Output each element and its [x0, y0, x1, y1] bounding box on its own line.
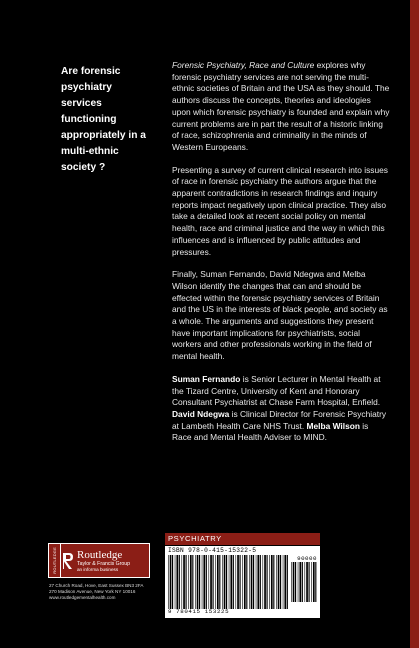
isbn-label: ISBN 978-0-415-15322-5 — [168, 547, 257, 554]
barcode-stripe — [209, 555, 210, 609]
barcode-stripe — [242, 555, 243, 609]
barcode-stripe — [287, 555, 288, 609]
barcode-stripe — [271, 555, 273, 609]
barcode-bars — [168, 555, 288, 609]
barcode-stripe — [263, 555, 264, 609]
barcode-stripe — [284, 555, 286, 609]
barcode-stripe — [217, 555, 219, 609]
barcode-stripe — [311, 562, 312, 602]
publisher-badge — [49, 544, 61, 577]
price-code: 90000 — [297, 555, 317, 562]
barcode-stripe — [309, 562, 310, 602]
barcode-stripe — [251, 555, 253, 609]
barcode-stripe — [283, 555, 284, 609]
barcode-stripe — [183, 555, 185, 609]
barcode-stripe — [315, 562, 316, 602]
author-name-3: Melba Wilson — [306, 420, 360, 431]
publisher-group: Taylor & Francis Group — [77, 560, 131, 567]
publisher-address — [49, 583, 169, 602]
barcode-stripe — [256, 555, 257, 609]
barcode-stripe — [313, 562, 315, 602]
author-bio-2: is Clinical Director for Forensic Psychiatry at Lambeth Health Care NHS Trust. — [172, 408, 387, 431]
spine-edge — [410, 0, 419, 648]
author-name-2: David Ndegwa — [172, 408, 230, 419]
barcode-stripe — [306, 562, 308, 602]
barcode-stripe — [278, 555, 280, 609]
barcode-stripe — [246, 555, 247, 609]
barcode-stripe — [197, 555, 199, 609]
barcode-stripe — [170, 555, 172, 609]
blurb-paragraph-1 — [172, 60, 390, 154]
barcode-stripe — [273, 555, 274, 609]
barcode-stripe — [269, 555, 270, 609]
barcode-stripe — [280, 555, 281, 609]
barcode-stripe — [264, 555, 266, 609]
publisher-name: Routledge — [77, 548, 123, 561]
tagline-question: Are forensic psychiatry services functioning appropriately in a multi-ethnic society ? — [61, 66, 146, 173]
blurb-paragraph-2: Presenting a survey of current clinical research into issues of race in forensic psychiatry the authors argue that the apparent contradictions in research findings and inquiry reports impact negatively upon clinical practice. They also take a detailed look at recent social policy on mental health, race and criminal justice and the way in which this influences and is influenced by public attitudes and pressures. — [172, 164, 388, 257]
barcode-stripe — [199, 555, 200, 609]
barcode-stripe — [172, 555, 173, 609]
address-line-2: 270 Madison Avenue, New York NY 10016 — [49, 589, 136, 595]
publisher-tagline: an informa business — [77, 566, 119, 572]
barcode-stripe — [257, 555, 259, 609]
publisher-text — [75, 544, 130, 577]
barcode-stripe — [175, 555, 176, 609]
barcode-stripe — [295, 562, 296, 602]
blurb-text-1: explores why forensic psychiatry services are not serving the multi-ethnic societies of Britain and the USA as they should. The authors discuss the concepts, theories and ideologies upon which forensic psychiatry is founded and explain why current problems are in part the result of a historic linking of race, schizophrenia and criminality in the minds of Western Europeans. — [172, 60, 390, 152]
publisher-website: www.routledgementalhealth.com — [49, 595, 116, 601]
barcode-stripe — [305, 562, 306, 602]
barcode-stripe — [224, 555, 226, 609]
barcode-stripe — [244, 555, 246, 609]
barcode-stripe — [236, 555, 237, 609]
barcode-stripe — [276, 555, 277, 609]
subject-label: PSYCHIATRY — [165, 533, 320, 545]
publisher-badge-text: ROUTLEDGE — [52, 547, 57, 574]
barcode-stripe — [215, 555, 216, 609]
barcode-stripe — [203, 555, 205, 609]
price-barcode-bars — [291, 562, 317, 602]
barcode-stripe — [298, 562, 299, 602]
routledge-r-icon — [61, 544, 75, 577]
barcode-stripe — [190, 555, 192, 609]
barcode-stripe — [176, 555, 178, 609]
barcode-stripe — [213, 555, 214, 609]
barcode-stripe — [253, 555, 254, 609]
publisher-logo — [48, 543, 150, 578]
barcode-stripe — [192, 555, 193, 609]
barcode-stripe — [168, 555, 169, 609]
book-title: Forensic Psychiatry, Race and Culture — [172, 60, 315, 70]
barcode-stripe — [202, 555, 203, 609]
barcode-stripe — [206, 555, 207, 609]
barcode-stripe — [226, 555, 227, 609]
barcode-stripe — [291, 562, 292, 602]
author-bios — [172, 374, 390, 444]
barcode-stripe — [267, 555, 268, 609]
blurb-paragraph-3: Finally, Suman Fernando, David Ndegwa and Melba Wilson identify the changes that can and should be effected within the forensic psychiatry services of Britain and the US in the interests of black people, and society as a whole. The arguments and suggestions they present have important implications for psychiatrists, social workers and other professionals working in the field of mental health. — [172, 269, 388, 362]
barcode-stripe — [240, 555, 241, 609]
barcode-stripe — [222, 555, 223, 609]
author-bio-3: is Race and Mental Health Adviser to MIND. — [172, 420, 369, 443]
barcode-stripe — [179, 555, 180, 609]
barcode-stripe — [233, 555, 234, 609]
barcode-stripe — [182, 555, 183, 609]
barcode-stripe — [186, 555, 187, 609]
barcode-stripe — [229, 555, 230, 609]
barcode-stripe — [249, 555, 250, 609]
author-name-1: Suman Fernando — [172, 373, 241, 384]
isbn-barcode — [165, 546, 320, 618]
barcode-stripe — [302, 562, 303, 602]
barcode-stripe — [188, 555, 189, 609]
address-line-1: 27 Church Road, Hove, East Sussex BN3 2FA — [49, 583, 144, 588]
barcode-stripe — [230, 555, 232, 609]
blurb-column — [172, 60, 390, 455]
barcode-stripe — [195, 555, 196, 609]
barcode-stripe — [219, 555, 220, 609]
author-bio-1: is Senior Lecturer in Mental Health at the Tizard Centre, University of Kent and Honorary Consultant Psychiatrist at Chase Farm Hospital, Enfield. — [172, 373, 381, 408]
barcode-digits: 9 780415 153225 — [168, 608, 230, 615]
barcode-stripe — [260, 555, 261, 609]
barcode-stripe — [237, 555, 239, 609]
barcode-stripe — [293, 562, 295, 602]
barcode-stripe — [299, 562, 301, 602]
barcode-stripe — [210, 555, 212, 609]
